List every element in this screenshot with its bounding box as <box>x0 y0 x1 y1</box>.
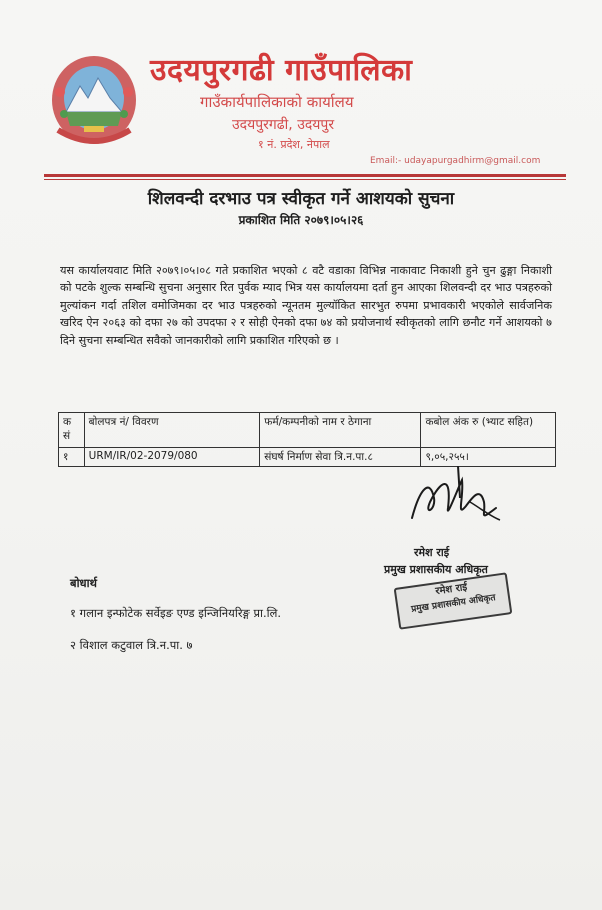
column-header-firm: फर्म/कम्पनीको नाम र ठेगाना <box>260 413 421 448</box>
cc-heading: बोधार्थ <box>70 576 97 590</box>
cc-item: १ गलान इन्फोटेक सर्वेइङ एण्ड इन्जिनियरिङ्ग प्रा.लि. <box>70 606 282 620</box>
municipality-emblem-icon <box>48 52 140 152</box>
notice-body: यस कार्यालयवाट मिति २०७९।०५।०८ गते प्रकाशित भएको ८ वटै वडाका विभिन्न नाकावाट निकाशी हुने चुन ढुङ्गा निकाशी को पटके शुल्क सम्बन्धि सुचना अनुसार रित पुर्वक म्याद भित्र यस कार्यालयमा दर्ता हुन आएका शिलवन्दी दर भाउ पत्रहरुको मुल्यांकन गर्दा तशिल वमोजिमका दर भाउ पत्रहरुको न्यूनतम मुल्यॉकित सारभुत रुपमा प्रभावकारी भएकोले सार्वजनिक खरिद ऐन २०६३ को दफा २७ को उपदफा २ र सोही ऐनको दफा ७४ को प्रयोजनार्थ स्वीकृतको लागि छनौट गर्ने आशयको ७ दिने सुचना सम्बन्धित सवैको जानकारीको लागि प्रकाशित गरिएको छ । <box>60 264 552 347</box>
cell-serial: १ <box>59 448 85 467</box>
office-province: १ नं. प्रदेश, नेपाल <box>258 138 330 151</box>
column-header-bid-number: बोलपत्र नं/ विवरण <box>84 413 260 448</box>
column-header-serial: क सं <box>59 413 85 448</box>
stamp-name: रमेश राई <box>434 581 468 598</box>
signatory-title: प्रमुख प्रशासकीय अधिकृत <box>384 563 488 576</box>
notice-title: शिलवन्दी दरभाउ पत्र स्वीकृत गर्ने आशयको सुचना <box>147 189 455 209</box>
office-address: उदयपुरगढी, उदयपुर <box>232 117 335 133</box>
stamp-title: प्रमुख प्रशासकीय अधिकृत <box>410 593 497 615</box>
cc-item: २ विशाल कटुवाल त्रि.न.पा. ७ <box>70 638 193 652</box>
table-header-row <box>59 413 556 448</box>
signatory-name: रमेश राई <box>414 546 450 559</box>
cell-firm: संघर्ष निर्माण सेवा त्रि.न.पा.८ <box>260 448 421 467</box>
office-email: Email:- udayapurgadhirm@gmail.com <box>370 156 541 166</box>
office-subtitle: गाउँकार्यपालिकाको कार्यालय <box>200 93 354 111</box>
office-name: उदयपुरगढी गाउँपालिका <box>150 53 413 88</box>
published-date: प्रकाशित मिति २०७९।०५।२६ <box>238 213 364 227</box>
column-header-amount: कबोल अंक रु (भ्याट सहित) <box>421 413 556 448</box>
header-divider-thin <box>44 179 566 180</box>
cell-bid-number: URM/IR/02-2079/080 <box>84 448 260 467</box>
handwritten-signature <box>400 458 510 538</box>
header-divider <box>44 174 566 177</box>
official-stamp <box>394 572 513 629</box>
cell-amount: ९,०५,२५५। <box>421 448 556 467</box>
